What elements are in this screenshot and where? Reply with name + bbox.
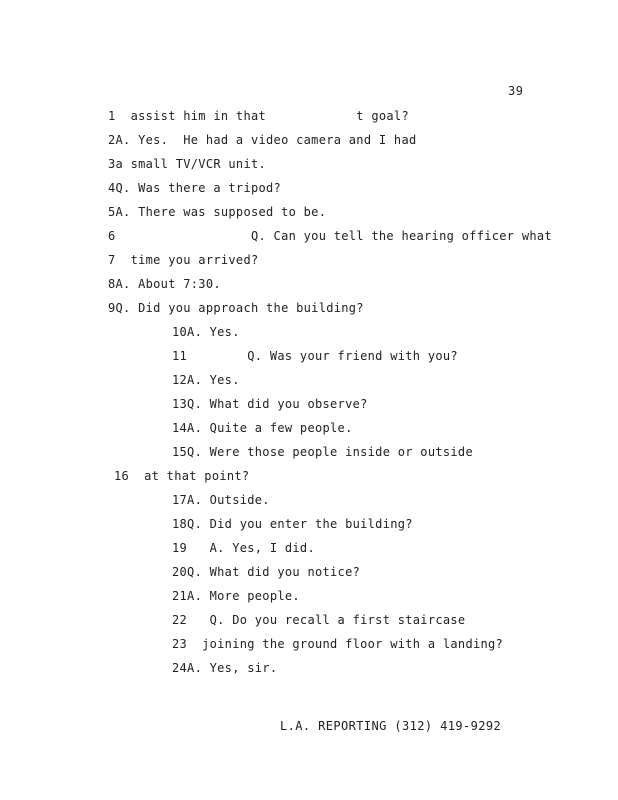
transcript-line-8: 8A. About 7:30. xyxy=(108,277,221,291)
transcript-line-6: 6 Q. Can you tell the hearing officer what xyxy=(108,229,552,243)
transcript-line-4: 4Q. Was there a tripod? xyxy=(108,181,282,195)
transcript-line-15: 15Q. Were those people inside or outside xyxy=(172,445,473,459)
transcript-line-12: 12A. Yes. xyxy=(172,373,240,387)
transcript-line-3: 3a small TV/VCR unit. xyxy=(108,157,267,171)
transcript-line-21: 21A. More people. xyxy=(172,589,300,603)
page-number: 39 xyxy=(508,84,524,98)
transcript-line-13: 13Q. What did you observe? xyxy=(172,397,368,411)
transcript-line-17: 17A. Outside. xyxy=(172,493,270,507)
transcript-line-18: 18Q. Did you enter the building? xyxy=(172,517,413,531)
reporter-footer: L.A. REPORTING (312) 419-9292 xyxy=(280,719,502,733)
transcript-line-7: 7 time you arrived? xyxy=(108,253,259,267)
transcript-line-1: 1 assist him in that t goal? xyxy=(108,109,409,123)
transcript-line-23: 23 joining the ground floor with a landing? xyxy=(172,637,504,651)
transcript-line-16: 16 at that point? xyxy=(114,469,250,483)
transcript-line-10: 10A. Yes. xyxy=(172,325,240,339)
transcript-line-19: 19 A. Yes, I did. xyxy=(172,541,315,555)
transcript-line-14: 14A. Quite a few people. xyxy=(172,421,353,435)
transcript-line-5: 5A. There was supposed to be. xyxy=(108,205,327,219)
transcript-line-11: 11 Q. Was your friend with you? xyxy=(172,349,458,363)
transcript-line-2: 2A. Yes. He had a video camera and I had xyxy=(108,133,417,147)
transcript-line-20: 20Q. What did you notice? xyxy=(172,565,361,579)
transcript-line-24: 24A. Yes, sir. xyxy=(172,661,278,675)
transcript-line-22: 22 Q. Do you recall a first staircase xyxy=(172,613,466,627)
transcript-line-9: 9Q. Did you approach the building? xyxy=(108,301,364,315)
